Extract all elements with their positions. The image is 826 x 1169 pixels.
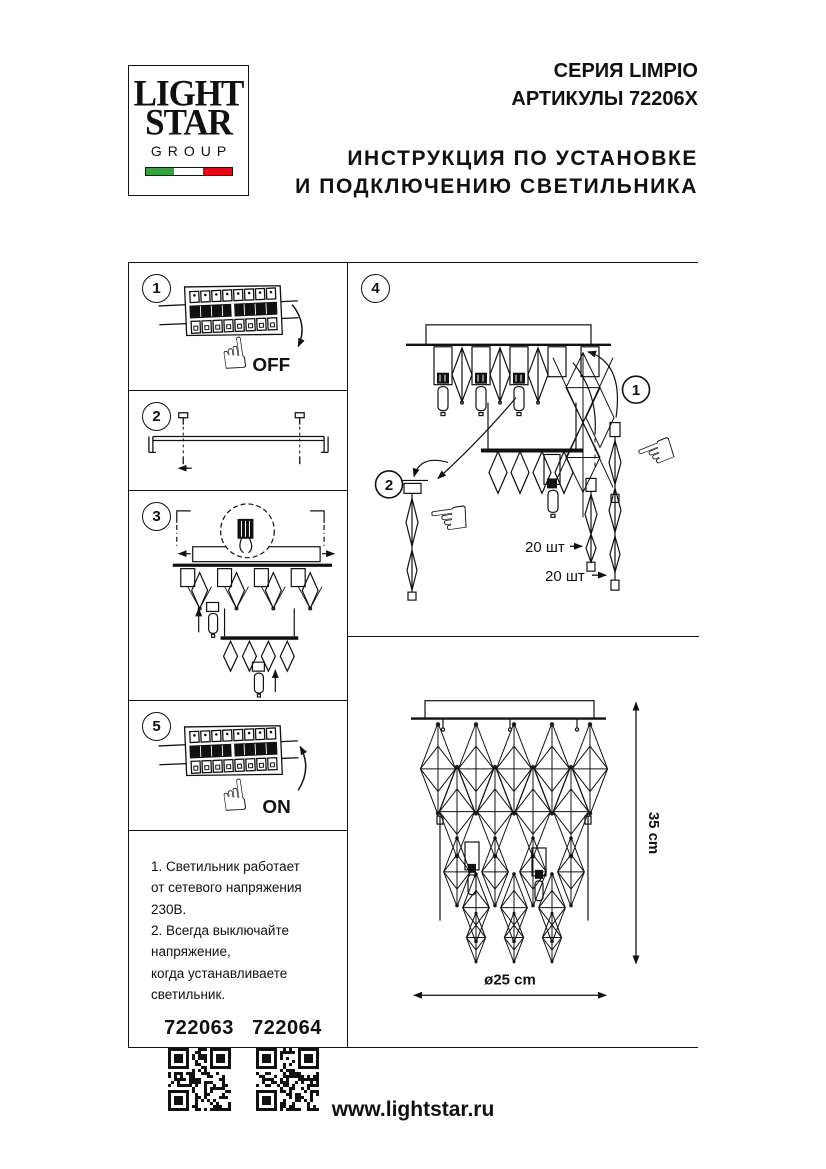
logo-word-group: GROUP xyxy=(150,142,233,159)
step4-diagram xyxy=(348,263,699,636)
callout-1-number: 1 xyxy=(631,382,641,400)
bulb-socket-icon xyxy=(510,347,528,416)
article-code-722064: 722064 xyxy=(252,1017,322,1040)
curved-arrow-down-icon xyxy=(292,305,302,347)
panel-step5 xyxy=(129,701,348,831)
lightstar-logo xyxy=(128,65,249,196)
safety-notes xyxy=(129,831,347,1005)
ceiling-plate xyxy=(425,701,594,719)
panel-step2 xyxy=(129,391,348,491)
qty-label-2: 20 шт xyxy=(545,568,585,586)
pointing-hand-icon: ☝ xyxy=(217,327,251,382)
dimensions-diagram xyxy=(348,637,699,1047)
header-titles xyxy=(295,57,698,200)
off-label: OFF xyxy=(252,355,291,377)
bulb-icon xyxy=(199,602,219,637)
instruction-title-line2: И ПОДКЛЮЧЕНИЮ СВЕТИЛЬНИКА xyxy=(295,174,698,198)
instruction-title xyxy=(295,145,698,200)
on-label: ON xyxy=(262,797,291,819)
crystal-strand-icon xyxy=(400,480,428,600)
steps-grid xyxy=(128,262,698,1048)
panel-step3 xyxy=(129,491,348,701)
bulb-socket-icon xyxy=(472,347,490,416)
article-code-722063: 722063 xyxy=(164,1017,234,1040)
bulb-socket-icon xyxy=(544,454,560,517)
holding-hand-icon: ☜ xyxy=(627,419,686,485)
step4-number-badge: 4 xyxy=(361,274,390,303)
wiring-detail-circle xyxy=(221,504,275,558)
note-line: от сетевого напряжения 230В. xyxy=(151,880,302,917)
website-url: www.lightstar.ru xyxy=(331,1098,495,1121)
note-line: 1. Светильник работает xyxy=(151,859,300,874)
mounting-bracket-icon xyxy=(149,413,328,468)
note-line: 2. Всегда выключайте напряжение, xyxy=(151,922,289,960)
step3-number-badge: 3 xyxy=(142,502,171,531)
panel-step4 xyxy=(348,263,699,637)
italian-flag-stripe xyxy=(145,167,233,176)
crystal-strand-icon xyxy=(609,423,621,591)
ceiling-plate xyxy=(426,325,591,345)
guide-arrow-icon xyxy=(588,352,617,418)
articles-title: АРТИКУЛЫ 72206X xyxy=(511,88,698,111)
panel-step1 xyxy=(129,263,348,391)
upper-crystal-tier xyxy=(181,569,322,610)
upper-crystals xyxy=(452,348,548,404)
panel-dimensions xyxy=(348,637,699,1047)
series-title: СЕРИЯ LIMPIO xyxy=(553,60,698,82)
step2-number-badge: 2 xyxy=(142,402,171,431)
flag-green xyxy=(146,168,175,175)
article-codes xyxy=(155,1017,347,1040)
step5-number-badge: 5 xyxy=(142,712,171,741)
callout-2-number: 2 xyxy=(384,476,394,494)
bulb-socket-icon xyxy=(434,347,452,416)
pointing-hand-icon: ☝ xyxy=(217,769,251,824)
diameter-dimension-label: ø25 cm xyxy=(484,971,536,989)
pointing-hand-icon: ☜ xyxy=(424,488,475,550)
flag-white xyxy=(174,168,203,175)
flag-red xyxy=(203,168,232,175)
crystal-strand-icon xyxy=(585,478,597,571)
curved-arrow-up-icon xyxy=(298,747,306,791)
qty-label-1: 20 шт xyxy=(525,539,565,557)
step1-number-badge: 1 xyxy=(142,274,171,303)
panel-notes xyxy=(129,831,348,1047)
note-line: когда устанавливаете светильник. xyxy=(151,965,288,1002)
logo-word-star: STAR xyxy=(145,102,232,144)
instruction-title-line1: ИНСТРУКЦИЯ ПО УСТАНОВКЕ xyxy=(347,146,698,170)
height-dimension-label: 35 cm xyxy=(644,811,663,855)
crystal-body xyxy=(420,723,607,963)
screw-icon xyxy=(295,413,304,464)
logo-word-light: LIGHT xyxy=(133,73,244,114)
lower-crystal-tier xyxy=(224,641,295,671)
bulb-icon xyxy=(252,662,275,697)
